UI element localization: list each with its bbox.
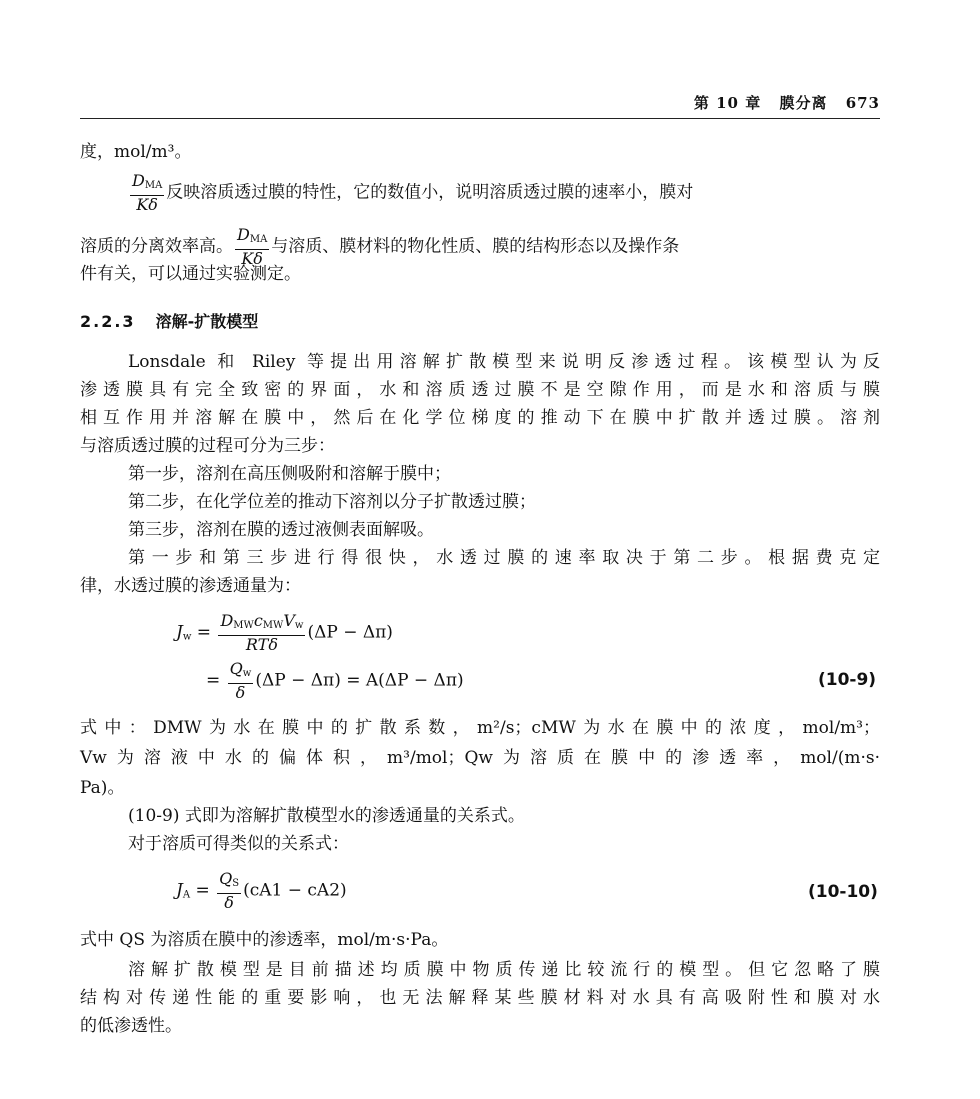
fraction-dmw: $\frac{D_{MW}c_{MW}V_w}{\text{RTδ}}$ (220, 611, 304, 654)
fraction-dma-kdelta-2: $\frac{D_{MA}}{K\delta}$ (237, 225, 268, 268)
fraction-dma-kdelta: $\frac{D_{MA}}{K\delta}$ (132, 171, 163, 214)
chapter-number: 第 10 章 (693, 94, 762, 112)
para4-line1: 式中 QS 为溶质在膜中的渗透率，mol/m·s·Pa。 (80, 930, 449, 950)
step-2: 第二步，在化学位差的推动下溶剂以分子扩散透过膜； (128, 492, 536, 512)
para1-line2-text: 反映溶质透过膜的特性，它的数值小，说明溶质透过膜的速率小，膜对 (166, 182, 694, 203)
para1-line1: 度，mol/m³。 (80, 142, 192, 162)
fraction-qw-delta: $\frac{Q_w}{\delta}$ (229, 659, 252, 702)
section-number: 2.2.3 (80, 312, 136, 331)
para3-line3: Pa)。 (80, 778, 125, 798)
running-header (80, 92, 880, 119)
para2-line: 相互作用并溶解在膜中，然后在化学位梯度的推动下在膜中扩散并透过膜。溶剂 (80, 408, 880, 428)
para4-line3: 结构对传递性能的重要影响，也无法解释某些膜材料对水具有高吸附性和膜对水 (80, 988, 880, 1008)
para3-line5: 对于溶质可得类似的关系式： (128, 834, 349, 854)
para2-line: 律，水透过膜的渗透通量为： (80, 576, 301, 596)
chapter-title: 膜分离 (779, 94, 828, 112)
section-title: 溶解-扩散模型 (155, 312, 259, 331)
para1-line4: 件有关，可以通过实验测定。 (80, 264, 301, 284)
equation-10-9-line2: = $\frac{Q_w}{\delta}$ (ΔP − Δπ) = A(ΔP − Δπ) (206, 659, 464, 702)
equation-number-10-10: (10-10) (808, 882, 878, 902)
fraction-qs-delta: $\frac{Q_S}{\delta}$ (219, 869, 240, 912)
para3-line2: Vw为溶液中水的偏体积，m³/mol；Qw为溶质在膜中的渗透率，mol/(m·s· (80, 748, 880, 768)
header-text (682, 92, 880, 113)
step-1: 第一步，溶剂在高压侧吸附和溶解于膜中； (128, 464, 451, 484)
para2-line: 与溶质透过膜的过程可分为三步： (80, 436, 335, 456)
para4-line4: 的低渗透性。 (80, 1016, 182, 1036)
equation-10-10: $J_A$ = $\frac{Q_S}{\delta}$ (cA1 − cA2) (176, 869, 347, 912)
para2-line: Lonsdale 和 Riley 等提出用溶解扩散模型来说明反渗透过程。该模型认为反 (128, 352, 880, 372)
para3-line4: (10-9) 式即为溶解扩散模型水的渗透通量的关系式。 (128, 806, 525, 826)
page-number: 673 (845, 94, 880, 112)
para1-line2 (128, 172, 880, 214)
para2-line: 第一步和第三步进行得很快，水透过膜的速率取决于第二步。根据费克定 (128, 548, 880, 568)
equation-10-9-line1: $J_w$ = $\frac{D_{MW}c_{MW}V_w}{\text{RTδ}}$ (ΔP − Δπ) (176, 611, 393, 654)
para2-line: 渗透膜具有完全致密的界面，水和溶质透过膜不是空隙作用，而是水和溶质与膜 (80, 380, 880, 400)
section-heading (80, 310, 258, 334)
para1-line3: 溶质的分离效率高。 $\frac{D_{MA}}{K\delta}$ 与溶质、膜材料的物化性质、膜的结构形态以及操作条 (80, 225, 680, 268)
equation-number-10-9: (10-9) (818, 670, 877, 690)
para3-line1: 式中：DMW为水在膜中的扩散系数，m²/s；cMW为水在膜中的浓度，mol/m³； (80, 718, 880, 738)
step-3: 第三步，溶剂在膜的透过液侧表面解吸。 (128, 520, 434, 540)
para4-line2: 溶解扩散模型是目前描述均质膜中物质传递比较流行的模型。但它忽略了膜 (128, 960, 880, 980)
